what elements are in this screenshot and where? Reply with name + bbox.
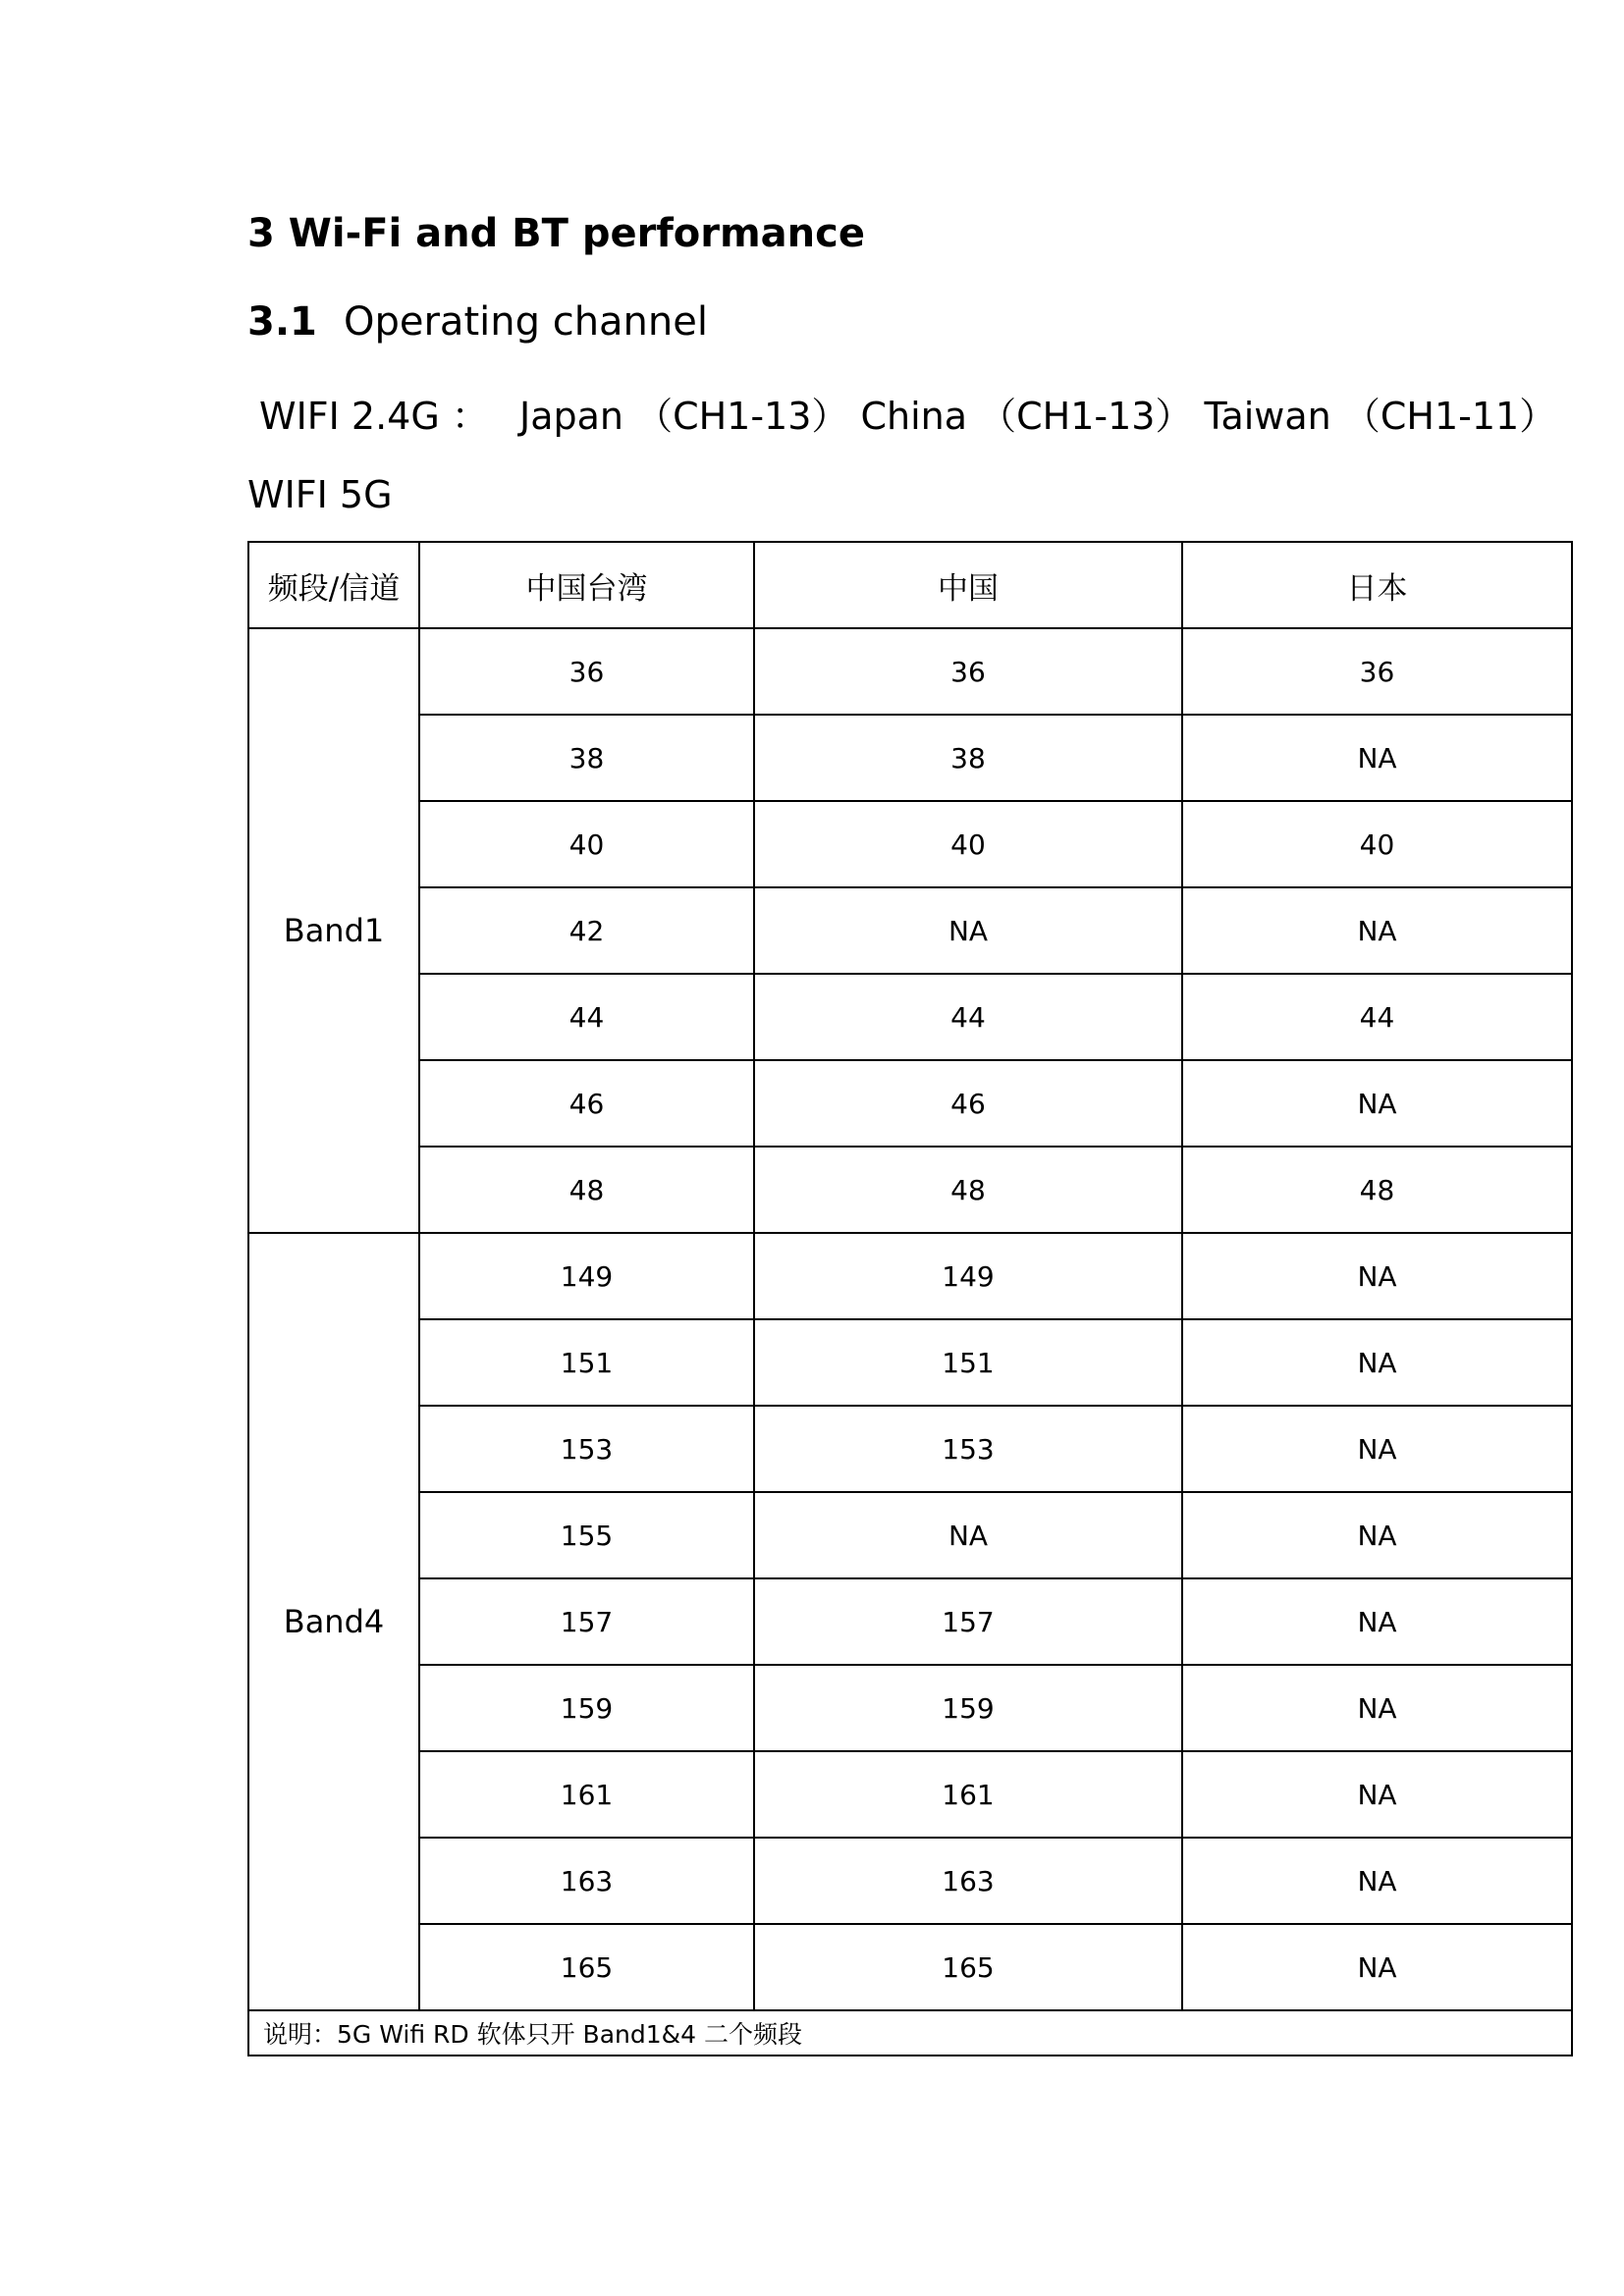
section-heading: 3 Wi-Fi and BT performance (247, 211, 865, 256)
channel-cell: 42 (419, 887, 754, 974)
channel-cell: NA (1182, 1838, 1572, 1924)
channel-cell: 165 (754, 1924, 1182, 2010)
channel-cell: 149 (754, 1233, 1182, 1319)
channel-cell: 157 (754, 1578, 1182, 1665)
subsection-heading (247, 299, 708, 345)
channel-cell: NA (1182, 1060, 1572, 1147)
channel-cell: NA (1182, 1319, 1572, 1406)
header-cell-japan: 日本 (1182, 542, 1572, 628)
channel-cell: 151 (419, 1319, 754, 1406)
subsection-title: Operating channel (344, 299, 708, 345)
table-row (248, 1147, 1572, 1233)
wifi-5g-label: WIFI 5G (247, 473, 393, 516)
table-row (248, 1838, 1572, 1924)
channel-cell: 40 (1182, 801, 1572, 887)
channel-cell: 40 (419, 801, 754, 887)
channel-cell: NA (1182, 1578, 1572, 1665)
channel-cell: 165 (419, 1924, 754, 2010)
channel-cell: 40 (754, 801, 1182, 887)
header-cell-china: 中国 (754, 542, 1182, 628)
channel-cell: 36 (419, 628, 754, 715)
channel-cell: NA (1182, 1406, 1572, 1492)
channel-cell: NA (1182, 715, 1572, 801)
channel-cell: 38 (419, 715, 754, 801)
wifi-24g-line (259, 386, 1556, 440)
channel-cell: 36 (754, 628, 1182, 715)
channel-cell: 163 (419, 1838, 754, 1924)
channel-cell: NA (1182, 887, 1572, 974)
channel-cell: 149 (419, 1233, 754, 1319)
channel-cell: 153 (754, 1406, 1182, 1492)
channel-cell: 44 (419, 974, 754, 1060)
channel-cell: 161 (419, 1751, 754, 1838)
subsection-number: 3.1 (247, 299, 317, 345)
channel-table-body (248, 542, 1572, 2056)
wifi-24g-regions: Japan （CH1-13） China （CH1-13） Taiwan （CH1-11） (519, 395, 1557, 438)
table-row (248, 1665, 1572, 1751)
channel-cell: NA (1182, 1665, 1572, 1751)
channel-cell: 159 (754, 1665, 1182, 1751)
channel-cell: 44 (1182, 974, 1572, 1060)
channel-cell: 157 (419, 1578, 754, 1665)
table-row (248, 1406, 1572, 1492)
table-row (248, 801, 1572, 887)
table-row (248, 1319, 1572, 1406)
channel-cell: 38 (754, 715, 1182, 801)
table-row (248, 715, 1572, 801)
table-row (248, 1924, 1572, 2010)
channel-cell: 48 (1182, 1147, 1572, 1233)
channel-cell: 163 (754, 1838, 1182, 1924)
channel-cell: NA (1182, 1924, 1572, 2010)
table-row (248, 628, 1572, 715)
table-row (248, 1233, 1572, 1319)
channel-cell: NA (1182, 1492, 1572, 1578)
channel-cell: 46 (754, 1060, 1182, 1147)
wifi-24g-label: WIFI 2.4G ： (259, 395, 489, 438)
channel-cell: 153 (419, 1406, 754, 1492)
band-name-cell: Band4 (248, 1233, 419, 2010)
table-row (248, 1492, 1572, 1578)
channel-cell: 46 (419, 1060, 754, 1147)
channel-cell: NA (1182, 1751, 1572, 1838)
header-cell-taiwan: 中国台湾 (419, 542, 754, 628)
table-row (248, 1578, 1572, 1665)
channel-table (247, 541, 1573, 2056)
channel-cell: NA (754, 1492, 1182, 1578)
channel-cell: 48 (754, 1147, 1182, 1233)
channel-cell: 161 (754, 1751, 1182, 1838)
table-row (248, 1060, 1572, 1147)
table-header-row (248, 542, 1572, 628)
band-name-cell: Band1 (248, 628, 419, 1233)
table-note-row (248, 2010, 1572, 2056)
channel-cell: 159 (419, 1665, 754, 1751)
channel-cell: 36 (1182, 628, 1572, 715)
channel-cell: 151 (754, 1319, 1182, 1406)
channel-cell: 48 (419, 1147, 754, 1233)
table-note: 说明：5G Wifi RD 软体只开 Band1&4 二个频段 (248, 2010, 1572, 2056)
channel-cell: 44 (754, 974, 1182, 1060)
channel-cell: NA (1182, 1233, 1572, 1319)
channel-cell: 155 (419, 1492, 754, 1578)
table-row (248, 1751, 1572, 1838)
channel-cell: NA (754, 887, 1182, 974)
table-row (248, 974, 1572, 1060)
header-cell-band: 频段/信道 (248, 542, 419, 628)
table-row (248, 887, 1572, 974)
